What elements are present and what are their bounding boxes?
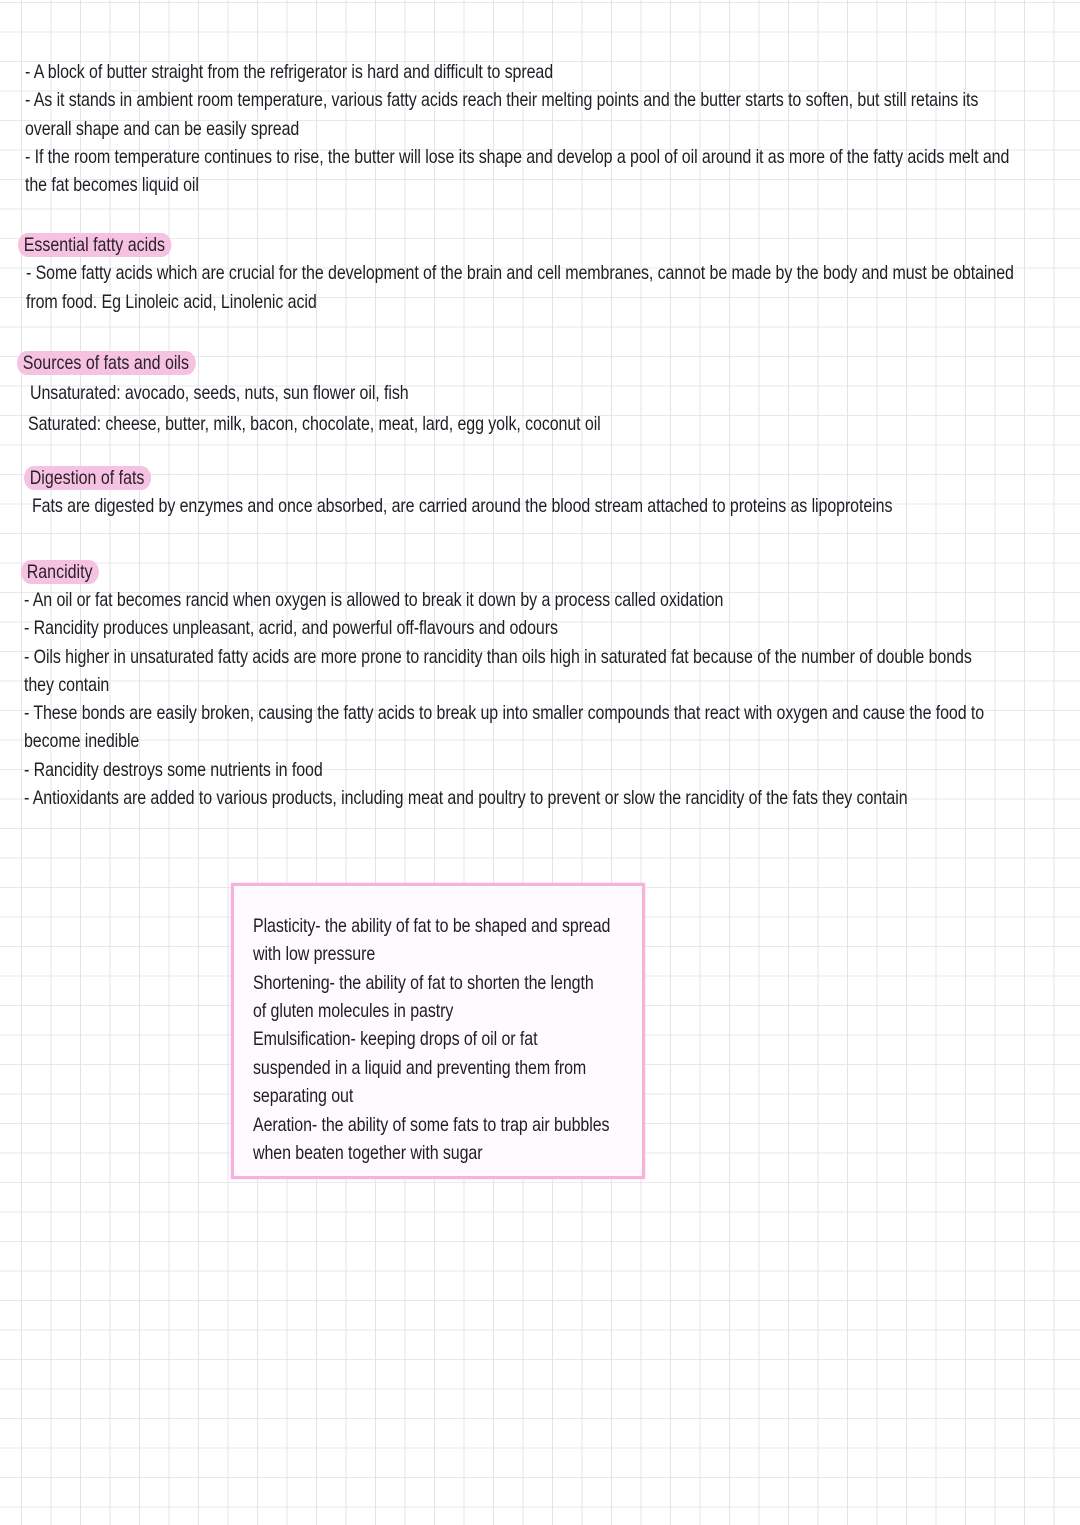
definition-emulsification-3: separating out <box>253 1085 354 1107</box>
butter-line-1: - A block of butter straight from the refrigerator is hard and difficult to spread <box>25 61 554 83</box>
rancidity-line-6: become inedible <box>24 730 140 752</box>
rancidity-line-4: they contain <box>24 674 110 696</box>
butter-line-4: - If the room temperature continues to rise, the butter will lose its shape and develop a pool of oil around it as more of the fatty acids melt and <box>25 146 1010 168</box>
definition-plasticity-1: Plasticity- the ability of fat to be shaped and spread <box>253 915 611 937</box>
rancidity-line-1: - An oil or fat becomes rancid when oxygen is allowed to break it down by a process called oxidation <box>24 589 724 611</box>
essential-line-2: from food. Eg Linoleic acid, Linolenic acid <box>26 291 317 313</box>
digestion-heading: Digestion of fats <box>24 466 151 490</box>
definition-shortening-1: Shortening- the ability of fat to shorten the length <box>253 972 594 994</box>
digestion-line-1: Fats are digested by enzymes and once absorbed, are carried around the blood stream attached to proteins as lipoproteins <box>32 495 893 517</box>
rancidity-line-8: - Antioxidants are added to various products, including meat and poultry to prevent or slow the rancidity of the fats they contain <box>24 787 908 809</box>
definition-shortening-2: of gluten molecules in pastry <box>253 1000 454 1022</box>
essential-fatty-acids-heading: Essential fatty acids <box>18 233 172 257</box>
essential-line-1: - Some fatty acids which are crucial for the development of the brain and cell membranes, cannot be made by the body and must be obtained <box>26 262 1014 284</box>
sources-heading: Sources of fats and oils <box>17 351 196 375</box>
butter-line-2: - As it stands in ambient room temperature, various fatty acids reach their melting points and the butter starts to soften, but still retains its <box>25 89 979 111</box>
sources-saturated: Saturated: cheese, butter, milk, bacon, chocolate, meat, lard, egg yolk, coconut oil <box>28 413 601 435</box>
butter-line-3: overall shape and can be easily spread <box>25 118 300 140</box>
rancidity-line-7: - Rancidity destroys some nutrients in food <box>24 759 323 781</box>
butter-line-5: the fat becomes liquid oil <box>25 174 199 196</box>
definitions-box <box>231 883 645 1179</box>
definition-aeration-2: when beaten together with sugar <box>253 1142 483 1164</box>
definition-plasticity-2: with low pressure <box>253 943 376 965</box>
definition-emulsification-1: Emulsification- keeping drops of oil or fat <box>253 1028 538 1050</box>
definition-emulsification-2: suspended in a liquid and preventing them from <box>253 1057 587 1079</box>
rancidity-heading: Rancidity <box>21 560 99 584</box>
rancidity-line-2: - Rancidity produces unpleasant, acrid, and powerful off-flavours and odours <box>24 617 558 639</box>
sources-unsaturated: Unsaturated: avocado, seeds, nuts, sun flower oil, fish <box>30 382 409 404</box>
rancidity-line-5: - These bonds are easily broken, causing the fatty acids to break up into smaller compounds that react with oxygen and cause the food to <box>24 702 985 724</box>
definition-aeration-1: Aeration- the ability of some fats to trap air bubbles <box>253 1114 610 1136</box>
rancidity-line-3: - Oils higher in unsaturated fatty acids are more prone to rancidity than oils high in saturated fat because of the number of double bonds <box>24 646 972 668</box>
